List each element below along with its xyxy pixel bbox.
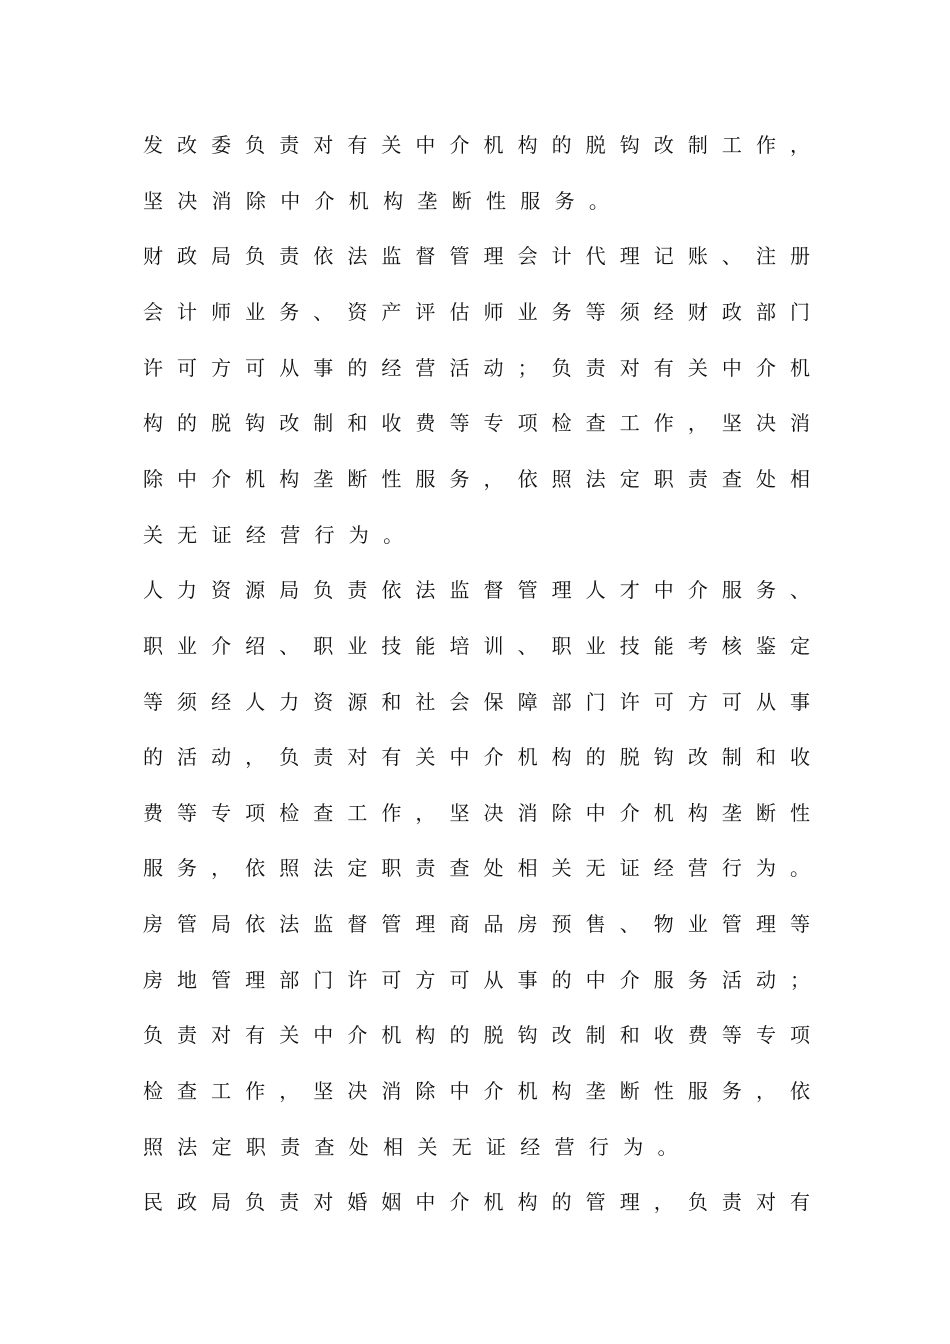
text-line: 房管局依法监督管理商品房预售、物业管理等	[143, 912, 810, 936]
text-line: 等须经人力资源和社会保障部门许可方可从事	[143, 690, 810, 714]
text-line: 费等专项检查工作，坚决消除中介机构垄断性	[143, 801, 810, 825]
text-line: 人力资源局负责依法监督管理人才中介服务、	[143, 578, 810, 602]
text-line: 构的脱钩改制和收费等专项检查工作，坚决消	[143, 411, 810, 435]
text-line: 检查工作，坚决消除中介机构垄断性服务，依	[143, 1079, 810, 1103]
text-line: 除中介机构垄断性服务，依照法定职责查处相	[143, 467, 810, 491]
text-line: 职业介绍、职业技能培训、职业技能考核鉴定	[143, 634, 810, 658]
text-line: 关无证经营行为。	[143, 523, 418, 547]
text-line: 照法定职责查处相关无证经营行为。	[143, 1135, 692, 1159]
text-line: 服务，依照法定职责查处相关无证经营行为。	[143, 856, 810, 880]
text-line: 房地管理部门许可方可从事的中介服务活动；	[143, 968, 810, 992]
text-line: 的活动，负责对有关中介机构的脱钩改制和收	[143, 745, 810, 769]
text-line: 许可方可从事的经营活动；负责对有关中介机	[143, 356, 810, 380]
text-line: 民政局负责对婚姻中介机构的管理，负责对有	[143, 1190, 810, 1214]
text-line: 发改委负责对有关中介机构的脱钩改制工作，	[143, 133, 810, 157]
text-line: 财政局负责依法监督管理会计代理记账、注册	[143, 244, 810, 268]
text-line: 会计师业务、资产评估师业务等须经财政部门	[143, 300, 810, 324]
text-line: 坚决消除中介机构垄断性服务。	[143, 189, 624, 213]
text-line: 负责对有关中介机构的脱钩改制和收费等专项	[143, 1023, 810, 1047]
